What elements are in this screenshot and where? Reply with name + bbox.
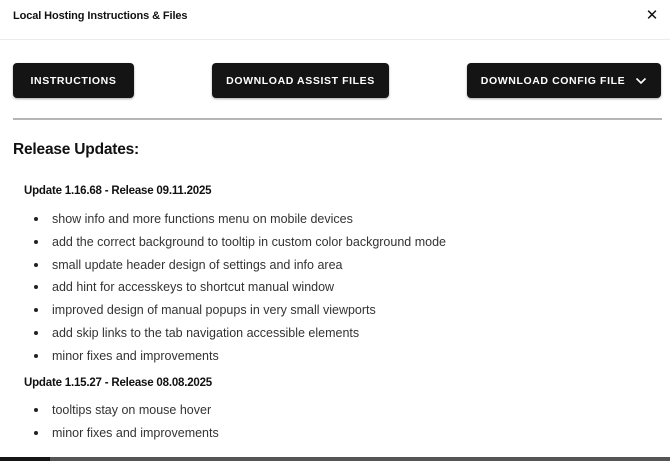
update-items-list bbox=[34, 208, 446, 368]
list-item bbox=[34, 299, 446, 322]
bullet-icon bbox=[34, 431, 38, 435]
list-item bbox=[34, 322, 446, 345]
update-items-list bbox=[34, 399, 219, 445]
list-item-text: minor fixes and improvements bbox=[52, 425, 219, 440]
bullet-icon bbox=[34, 408, 38, 412]
list-item bbox=[34, 345, 446, 368]
bullet-icon bbox=[34, 308, 38, 312]
chevron-down-icon bbox=[635, 77, 647, 85]
update-title: Update 1.15.27 - Release 08.08.2025 bbox=[24, 377, 212, 389]
download-assist-files-label: DOWNLOAD ASSIST FILES bbox=[226, 74, 375, 87]
instructions-button[interactable] bbox=[13, 63, 134, 98]
list-item-text: add hint for accesskeys to shortcut manual window bbox=[52, 280, 335, 295]
bullet-icon bbox=[34, 354, 38, 358]
list-item bbox=[34, 399, 219, 422]
list-item bbox=[34, 231, 446, 254]
download-assist-files-button[interactable] bbox=[212, 63, 389, 98]
dialog-header bbox=[0, 0, 670, 40]
list-item-text: add the correct background to tooltip in custom color background mode bbox=[52, 234, 446, 249]
list-item-text: minor fixes and improvements bbox=[52, 348, 219, 363]
download-config-file-label: DOWNLOAD CONFIG FILE bbox=[480, 74, 626, 87]
bullet-icon bbox=[34, 240, 38, 244]
download-config-file-button[interactable] bbox=[467, 63, 661, 98]
list-item bbox=[34, 276, 446, 299]
update-title: Update 1.16.68 - Release 09.11.2025 bbox=[24, 185, 212, 197]
bullet-icon bbox=[34, 217, 38, 221]
list-item-text: improved design of manual popups in very small viewports bbox=[52, 303, 376, 318]
bullet-icon bbox=[34, 263, 38, 267]
instructions-button-label: INSTRUCTIONS bbox=[30, 74, 117, 87]
list-item bbox=[34, 422, 219, 445]
bottom-edge-segment bbox=[0, 457, 50, 461]
list-item bbox=[34, 208, 446, 231]
list-item-text: show info and more functions menu on mobile devices bbox=[52, 212, 353, 226]
list-item bbox=[34, 254, 446, 277]
section-divider bbox=[13, 118, 662, 120]
list-item-text: small update header design of settings and info area bbox=[52, 257, 343, 272]
bullet-icon bbox=[34, 285, 38, 289]
list-item-text: tooltips stay on mouse hover bbox=[52, 403, 212, 417]
dialog-title: Local Hosting Instructions & Files bbox=[13, 10, 188, 22]
close-icon[interactable]: ✕ bbox=[645, 7, 659, 24]
bullet-icon bbox=[34, 331, 38, 335]
bottom-edge bbox=[0, 457, 670, 461]
list-item-text: add skip links to the tab navigation accessible elements bbox=[52, 325, 360, 340]
release-updates-heading: Release Updates: bbox=[13, 141, 140, 158]
